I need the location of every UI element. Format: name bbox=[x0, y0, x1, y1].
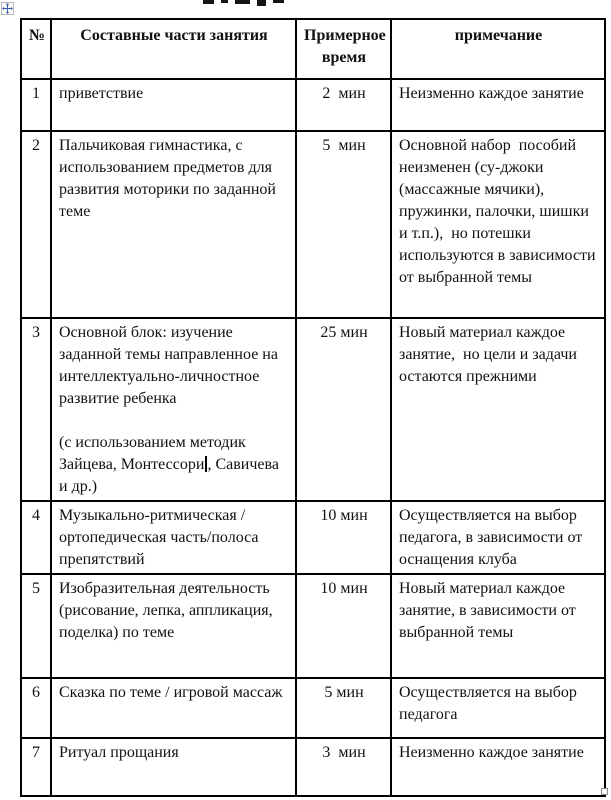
row-number-cell[interactable]: 3 bbox=[21, 318, 51, 501]
table-body bbox=[21, 79, 605, 796]
lesson-part-paragraph: Пальчиковая гимнастика, с использованием предметов для развития моторики по заданной теме bbox=[59, 137, 280, 220]
lesson-part-cell[interactable] bbox=[51, 501, 296, 574]
header-row bbox=[21, 19, 605, 79]
row-number-cell[interactable]: 6 bbox=[21, 678, 51, 738]
lesson-part-paragraph: (с использованием методик Зайцева, Монтессори , Савичева и др.) bbox=[59, 434, 283, 495]
lesson-part-paragraph: Сказка по теме / игровой массаж bbox=[59, 684, 283, 701]
lesson-part-cell[interactable] bbox=[51, 318, 296, 501]
lesson-part-cell[interactable] bbox=[51, 574, 296, 678]
text-cursor bbox=[205, 456, 207, 472]
row-number-cell[interactable]: 5 bbox=[21, 574, 51, 678]
row-number-cell[interactable]: 7 bbox=[21, 738, 51, 796]
time-cell[interactable]: 2 мин bbox=[296, 79, 391, 131]
time-cell[interactable]: 5 мин bbox=[296, 131, 391, 318]
table-row bbox=[21, 678, 605, 738]
lesson-part-paragraph: Музыкально-ритмическая /ортопедическая часть/полоса препятствий bbox=[59, 507, 263, 568]
lesson-structure-table bbox=[20, 18, 606, 797]
note-cell[interactable]: Неизменно каждое занятие bbox=[391, 79, 605, 131]
note-cell[interactable]: Осуществляется на выбор педагога bbox=[391, 678, 605, 738]
lesson-part-paragraph: Основной блок: изучение заданной темы направленное на интеллектуально-личностное развитие ребенка bbox=[59, 324, 282, 407]
lesson-part-cell[interactable] bbox=[51, 79, 296, 131]
table-row bbox=[21, 738, 605, 796]
move-handle-icon bbox=[2, 3, 13, 14]
note-cell[interactable]: Новый материал каждое занятие, но цели и задачи остаются прежними bbox=[391, 318, 605, 501]
header-cell-number[interactable]: № bbox=[21, 19, 51, 79]
lesson-part-paragraph: приветствие bbox=[59, 85, 144, 102]
note-cell[interactable]: Новый материал каждое занятие, в зависимости от выбранной темы bbox=[391, 574, 605, 678]
lesson-part-cell[interactable] bbox=[51, 131, 296, 318]
table-row bbox=[21, 318, 605, 501]
header-cell-parts[interactable]: Составные части занятия bbox=[51, 19, 296, 79]
note-cell[interactable]: Основной набор пособий неизменен (су-джоки (массажные мячики), пружинки, палочки, шишки и т.п.), но потешки используются в зависимости от выбранной темы bbox=[391, 131, 605, 318]
note-cell[interactable]: Осуществляется на выбор педагога, в зависимости от оснащения клуба bbox=[391, 501, 605, 574]
time-cell[interactable]: 25 мин bbox=[296, 318, 391, 501]
lesson-part-paragraph: Ритуал прощания bbox=[59, 744, 179, 761]
row-number-cell[interactable]: 1 bbox=[21, 79, 51, 131]
table-row bbox=[21, 79, 605, 131]
header-cell-note[interactable]: примечание bbox=[391, 19, 605, 79]
time-cell[interactable]: 5 мин bbox=[296, 678, 391, 738]
table-resize-handle[interactable] bbox=[601, 788, 608, 795]
table-row bbox=[21, 574, 605, 678]
row-number-cell[interactable]: 4 bbox=[21, 501, 51, 574]
lesson-part-paragraph: Изобразительная деятельность (рисование, лепка, аппликация, поделка) по теме bbox=[59, 580, 277, 641]
clipped-title-fragment bbox=[203, 0, 284, 6]
time-cell[interactable]: 3 мин bbox=[296, 738, 391, 796]
table-row bbox=[21, 131, 605, 318]
row-number-cell[interactable]: 2 bbox=[21, 131, 51, 318]
time-cell[interactable]: 10 мин bbox=[296, 574, 391, 678]
lesson-part-cell[interactable] bbox=[51, 678, 296, 738]
table-move-handle[interactable] bbox=[1, 2, 14, 15]
lesson-part-cell[interactable] bbox=[51, 738, 296, 796]
header-cell-time[interactable]: Примерное время bbox=[296, 19, 391, 79]
table-row bbox=[21, 501, 605, 574]
note-cell[interactable]: Неизменно каждое занятие bbox=[391, 738, 605, 796]
time-cell[interactable]: 10 мин bbox=[296, 501, 391, 574]
